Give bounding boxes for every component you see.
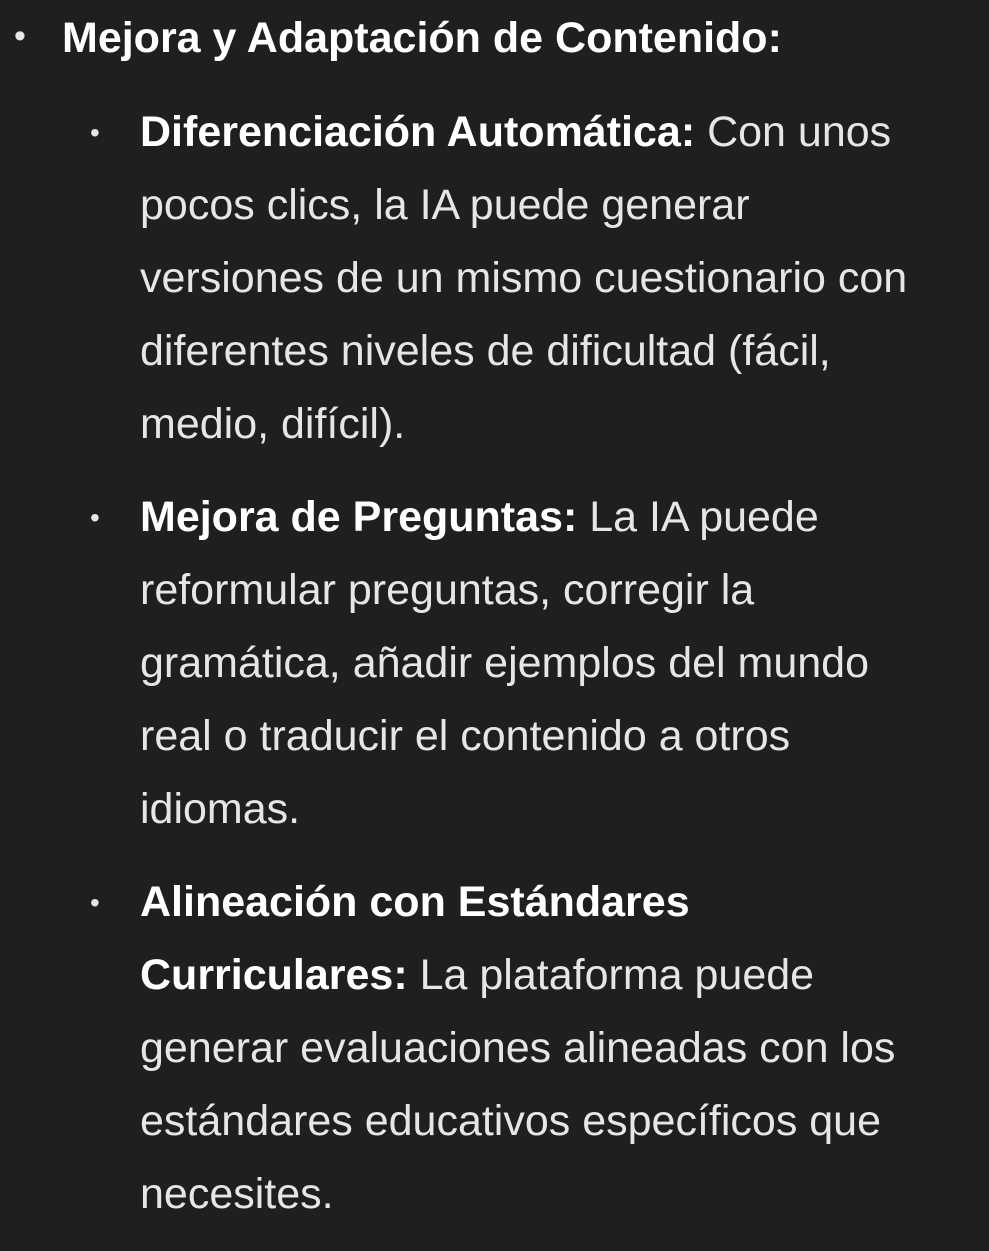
list-bullet: • [90,502,100,533]
list-item-text [140,96,940,461]
list-item [0,481,989,846]
list-bullet: • [90,117,100,148]
list-item-body: La IA puede reformular preguntas, corregir la gramática, añadir ejemplos del mundo real o traducir el contenido a otros idiomas. [140,493,870,833]
list-item-text [140,481,940,846]
list-item-label: Diferenciación Automática: [140,108,696,156]
list-item [0,96,989,461]
list-bullet: • [90,887,100,918]
list-item-text [140,866,940,1231]
list-item-label: Mejora de Preguntas: [140,493,578,541]
list-item [0,866,989,1231]
list-item-body: Con unos pocos clics, la IA puede generar versiones de un mismo cuestionario con diferentes niveles de dificultad (fácil, medio, difícil). [140,108,908,448]
list-item-label: Alineación con Estándares Curriculares: [140,878,690,999]
sub-list [0,96,989,1251]
list-item-body: La plataforma puede generar evaluaciones alineadas con los estándares educativos específicos que necesites. [140,951,896,1218]
section-heading: Mejora y Adaptación de Contenido: [62,14,782,62]
section-bullet: • [14,17,26,55]
